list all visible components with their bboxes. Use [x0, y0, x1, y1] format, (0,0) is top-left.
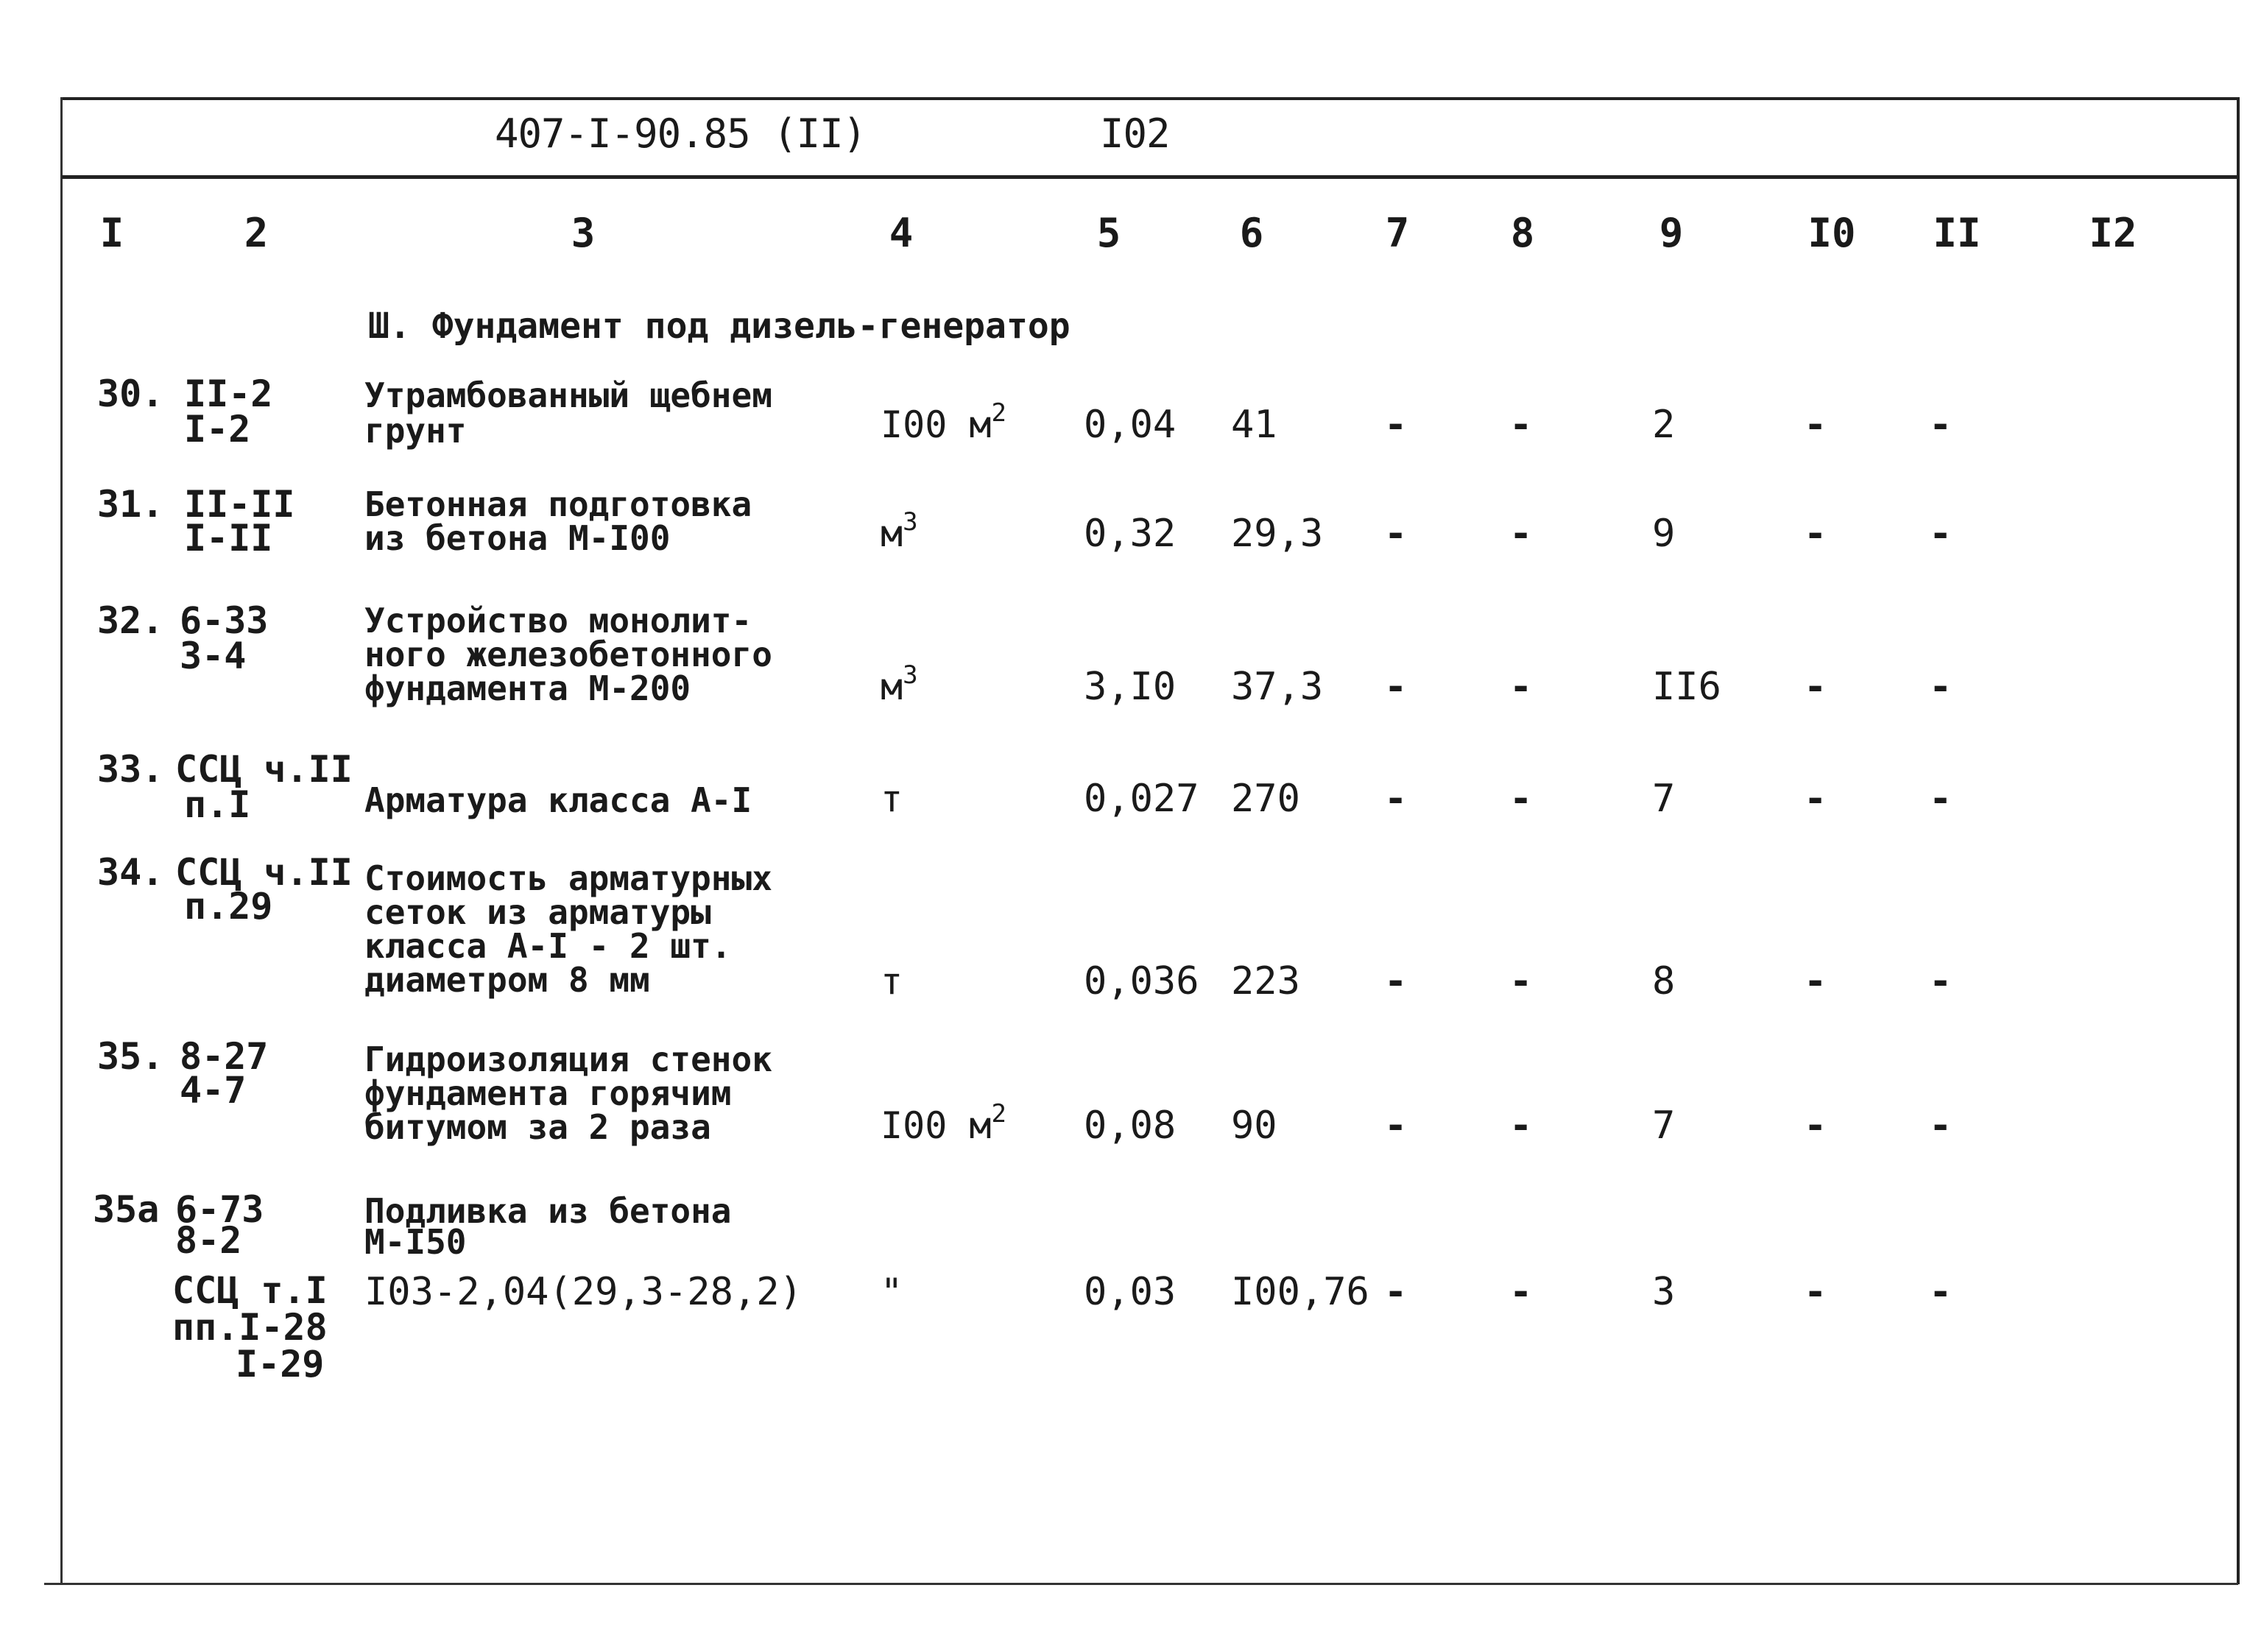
norm-code: 8-27	[180, 1035, 269, 1078]
unit-price: 270	[1231, 777, 1300, 821]
frame-right-line	[2237, 97, 2240, 1584]
quantity: 0,027	[1084, 777, 1199, 821]
col7-value: -	[1384, 777, 1408, 821]
col10-value: -	[1804, 1104, 1827, 1148]
unit-price: 29,3	[1231, 512, 1324, 556]
col8-value: -	[1509, 512, 1533, 556]
row-number: 30.	[97, 373, 164, 415]
column-number-11: II	[1933, 210, 1981, 256]
column-number-8: 8	[1510, 210, 1535, 256]
norm-code: ССЦ ч.II	[175, 748, 353, 791]
norm-code: 8-2	[175, 1219, 242, 1262]
work-description: битумом за 2 раза	[364, 1107, 711, 1147]
norm-code: II-II	[184, 483, 295, 526]
work-description: Гидроизоляция стенок	[364, 1039, 772, 1079]
quantity: 0,03	[1084, 1270, 1177, 1314]
col9-value: 7	[1652, 1104, 1676, 1148]
quantity: 0,04	[1084, 403, 1177, 447]
work-description: Подливка из бетона	[364, 1191, 732, 1231]
col11-value: -	[1929, 777, 1953, 821]
work-description: Утрамбованный щебнем	[364, 375, 772, 415]
frame-left-line	[60, 97, 63, 1584]
col10-value: -	[1804, 665, 1827, 709]
norm-code: II-2	[184, 373, 273, 415]
sheet-number: I02	[1100, 110, 1170, 157]
column-number-4: 4	[889, 210, 914, 256]
column-number-10: I0	[1807, 210, 1856, 256]
price-formula: I03-2,04(29,3-28,2)	[364, 1270, 803, 1314]
row-number: 32.	[97, 599, 164, 642]
col11-value: -	[1929, 1104, 1953, 1148]
col8-value: -	[1509, 777, 1533, 821]
col8-value: -	[1509, 959, 1533, 1003]
price-reference: ССЦ т.I	[172, 1269, 328, 1312]
column-number-5: 5	[1096, 210, 1121, 256]
row-number: 35.	[97, 1035, 164, 1078]
col11-value: -	[1929, 512, 1953, 556]
unit-of-measure: т	[881, 960, 903, 1003]
col8-value: -	[1509, 403, 1533, 447]
work-description: фундамента М-200	[364, 668, 691, 708]
work-description: Стоимость арматурных	[364, 858, 772, 898]
price-reference: I-29	[236, 1343, 325, 1386]
unit-price: 37,3	[1231, 665, 1324, 709]
norm-code: 3-4	[180, 635, 247, 677]
quantity: 0,32	[1084, 512, 1177, 556]
col7-value: -	[1384, 1270, 1408, 1314]
col11-value: -	[1929, 1270, 1953, 1314]
col7-value: -	[1384, 959, 1408, 1003]
price-reference: пп.I-28	[172, 1306, 328, 1349]
norm-code: 4-7	[180, 1069, 247, 1112]
col10-value: -	[1804, 777, 1827, 821]
col10-value: -	[1804, 512, 1827, 556]
work-description: диаметром 8 мм	[364, 960, 650, 1000]
unit-of-measure: "	[881, 1271, 903, 1313]
work-description: класса А-I - 2 шт.	[364, 926, 732, 966]
work-description: Бетонная подготовка	[364, 484, 752, 524]
unit-price: 41	[1231, 403, 1277, 447]
col7-value: -	[1384, 665, 1408, 709]
quantity: 0,036	[1084, 959, 1199, 1003]
norm-code: 6-33	[180, 599, 269, 642]
col11-value: -	[1929, 403, 1953, 447]
work-description: Устройство монолит-	[364, 601, 752, 640]
col7-value: -	[1384, 512, 1408, 556]
col11-value: -	[1929, 959, 1953, 1003]
col9-value: 9	[1652, 512, 1676, 556]
norm-code: п.29	[184, 885, 273, 928]
col9-value: II6	[1652, 665, 1721, 709]
column-number-2: 2	[244, 210, 269, 256]
col8-value: -	[1509, 665, 1533, 709]
column-number-12: I2	[2089, 210, 2137, 256]
row-number: 34.	[97, 851, 164, 894]
unit-price: I00,76	[1231, 1270, 1369, 1314]
norm-code: I-2	[184, 408, 251, 451]
work-description: сеток из арматуры	[364, 892, 711, 932]
work-description: ного железобетонного	[364, 635, 772, 674]
unit-of-measure: т	[881, 777, 903, 820]
frame-top-line	[62, 97, 2237, 100]
unit-of-measure: $м^3$	[881, 507, 918, 555]
col8-value: -	[1509, 1270, 1533, 1314]
col9-value: 8	[1652, 959, 1676, 1003]
work-description: фундамента горячим	[364, 1073, 732, 1113]
unit-of-measure: I00 $м^2$	[881, 1099, 1006, 1147]
col7-value: -	[1384, 403, 1408, 447]
norm-code: п.I	[184, 783, 251, 826]
row-number: 35а	[93, 1188, 160, 1231]
col9-value: 7	[1652, 777, 1676, 821]
column-number-9: 9	[1659, 210, 1684, 256]
work-description: Арматура класса А-I	[364, 780, 752, 820]
column-number-3: 3	[571, 210, 596, 256]
norm-code: 6-73	[175, 1188, 264, 1231]
col8-value: -	[1509, 1104, 1533, 1148]
row-number: 33.	[97, 748, 164, 791]
col7-value: -	[1384, 1104, 1408, 1148]
col9-value: 2	[1652, 403, 1676, 447]
col9-value: 3	[1652, 1270, 1676, 1314]
column-number-1: I	[99, 210, 124, 256]
norm-code: ССЦ ч.II	[175, 851, 353, 894]
document-code: 407-I-90.85 (II)	[495, 110, 867, 157]
column-number-7: 7	[1385, 210, 1410, 256]
col10-value: -	[1804, 1270, 1827, 1314]
work-description: из бетона М-I00	[364, 518, 671, 558]
unit-of-measure: I00 $м^2$	[881, 398, 1006, 446]
norm-code: I-II	[184, 517, 273, 560]
work-description: М-I50	[364, 1222, 467, 1262]
frame-bottom-line	[44, 1583, 2238, 1585]
quantity: 3,I0	[1084, 665, 1177, 709]
unit-price: 223	[1231, 959, 1300, 1003]
row-number: 31.	[97, 483, 164, 526]
column-number-6: 6	[1239, 210, 1264, 256]
col10-value: -	[1804, 959, 1827, 1003]
unit-of-measure: $м^3$	[881, 660, 918, 708]
unit-price: 90	[1231, 1104, 1277, 1148]
work-description: грунт	[364, 411, 467, 451]
quantity: 0,08	[1084, 1104, 1177, 1148]
header-divider-line	[62, 175, 2237, 179]
col11-value: -	[1929, 665, 1953, 709]
section-title: Ш. Фундамент под дизель-генератор	[368, 306, 1070, 347]
col10-value: -	[1804, 403, 1827, 447]
